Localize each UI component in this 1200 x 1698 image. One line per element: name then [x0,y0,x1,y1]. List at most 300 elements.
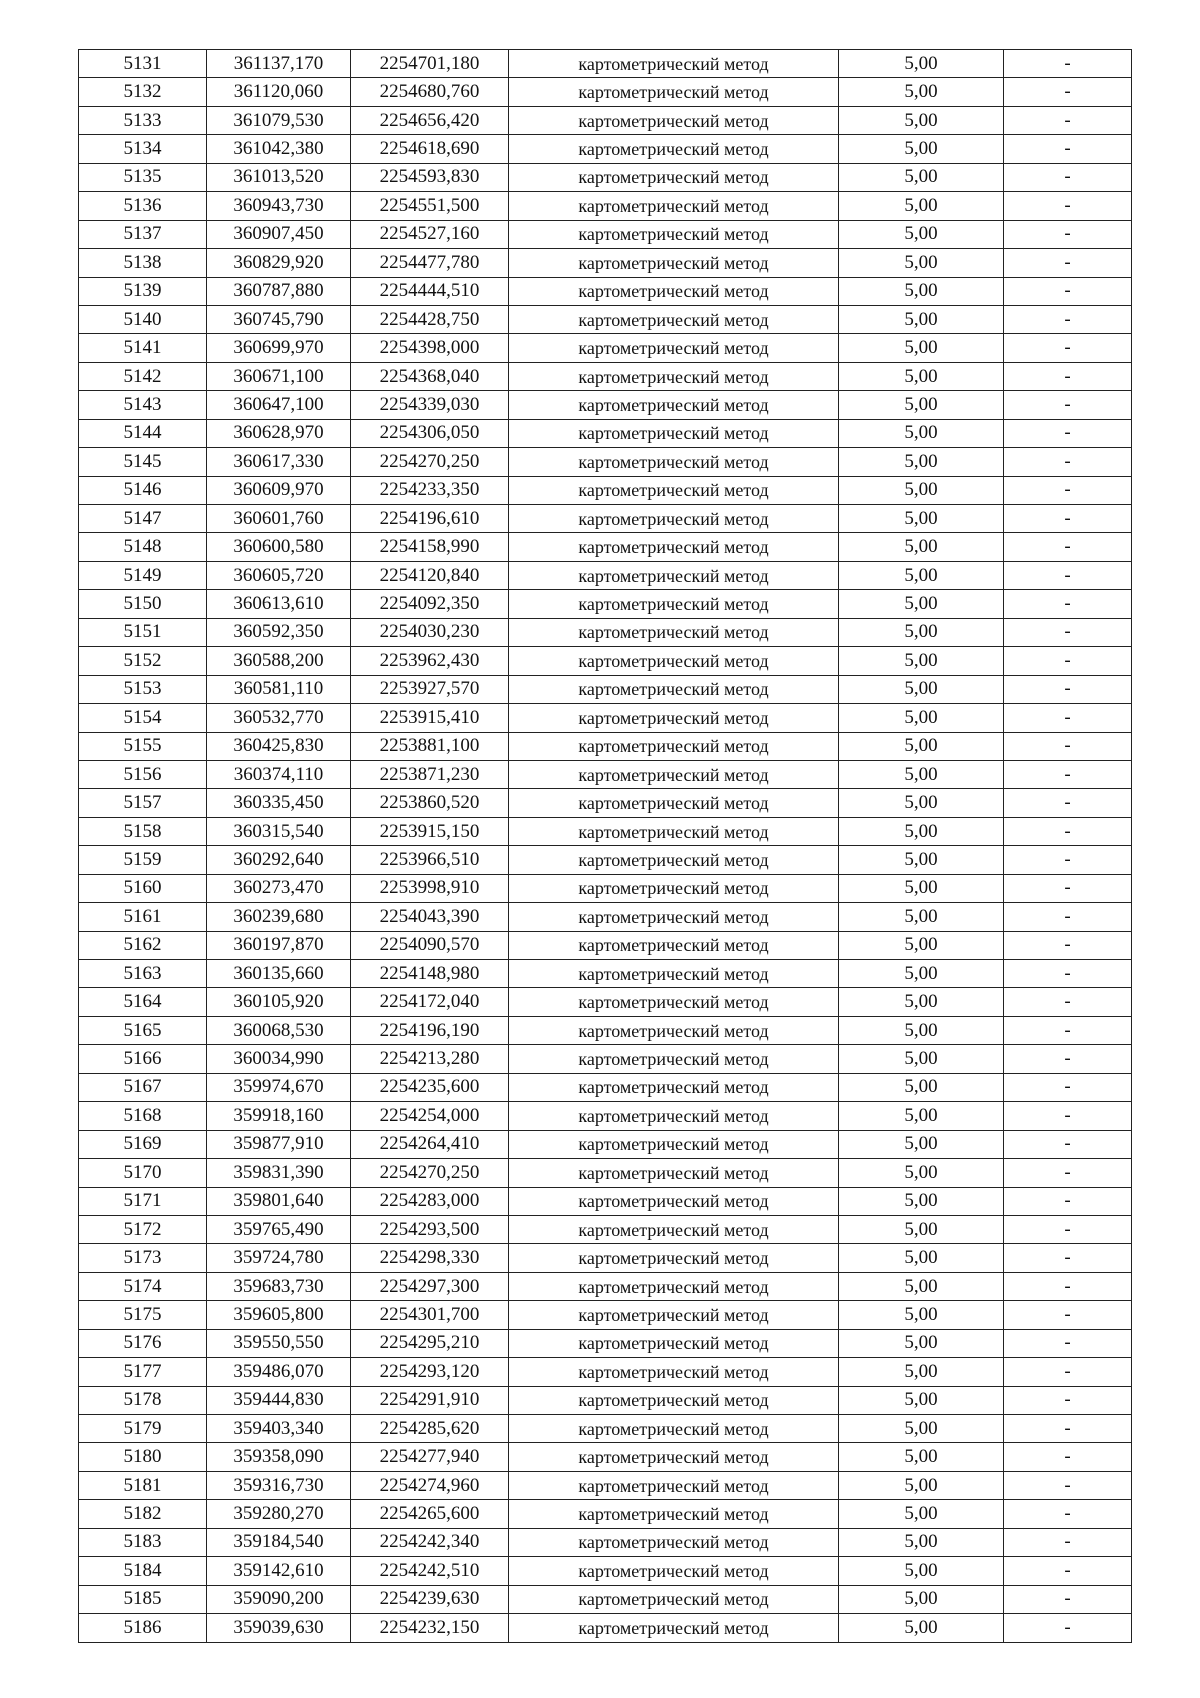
point-number-cell: 5153 [79,675,207,703]
table-row [79,931,1132,959]
y-coordinate-cell: 2253881,100 [351,732,509,760]
point-number-cell: 5147 [79,505,207,533]
note-cell: - [1004,1215,1132,1243]
table-row [79,590,1132,618]
y-coordinate-cell: 2253962,430 [351,647,509,675]
x-coordinate-cell: 359550,550 [207,1329,351,1357]
note-cell: - [1004,334,1132,362]
method-cell: картометрический метод [509,817,839,845]
x-coordinate-cell: 360034,990 [207,1045,351,1073]
accuracy-cell: 5,00 [839,163,1004,191]
point-number-cell: 5186 [79,1614,207,1642]
accuracy-cell: 5,00 [839,1557,1004,1585]
method-cell: картометрический метод [509,704,839,732]
x-coordinate-cell: 360239,680 [207,903,351,931]
point-number-cell: 5143 [79,391,207,419]
accuracy-cell: 5,00 [839,505,1004,533]
accuracy-cell: 5,00 [839,1614,1004,1642]
note-cell: - [1004,960,1132,988]
method-cell: картометрический метод [509,1045,839,1073]
point-number-cell: 5159 [79,846,207,874]
note-cell: - [1004,1301,1132,1329]
accuracy-cell: 5,00 [839,1443,1004,1471]
y-coordinate-cell: 2254283,000 [351,1187,509,1215]
table-row [79,903,1132,931]
accuracy-cell: 5,00 [839,1415,1004,1443]
table-row [79,1187,1132,1215]
y-coordinate-cell: 2253966,510 [351,846,509,874]
x-coordinate-cell: 360292,640 [207,846,351,874]
method-cell: картометрический метод [509,448,839,476]
table-row [79,505,1132,533]
x-coordinate-cell: 361079,530 [207,106,351,134]
note-cell: - [1004,106,1132,134]
x-coordinate-cell: 360273,470 [207,874,351,902]
note-cell: - [1004,305,1132,333]
table-row [79,618,1132,646]
note-cell: - [1004,647,1132,675]
x-coordinate-cell: 360699,970 [207,334,351,362]
point-number-cell: 5181 [79,1471,207,1499]
y-coordinate-cell: 2254196,190 [351,1016,509,1044]
note-cell: - [1004,1415,1132,1443]
method-cell: картометрический метод [509,334,839,362]
y-coordinate-cell: 2254254,000 [351,1102,509,1130]
accuracy-cell: 5,00 [839,618,1004,646]
method-cell: картометрический метод [509,1443,839,1471]
accuracy-cell: 5,00 [839,135,1004,163]
y-coordinate-cell: 2254277,940 [351,1443,509,1471]
x-coordinate-cell: 360745,790 [207,305,351,333]
table-row [79,647,1132,675]
x-coordinate-cell: 361137,170 [207,50,351,78]
point-number-cell: 5180 [79,1443,207,1471]
table-row [79,1130,1132,1158]
point-number-cell: 5162 [79,931,207,959]
point-number-cell: 5182 [79,1500,207,1528]
accuracy-cell: 5,00 [839,391,1004,419]
table-row [79,1585,1132,1613]
y-coordinate-cell: 2254158,990 [351,533,509,561]
method-cell: картометрический метод [509,362,839,390]
note-cell: - [1004,78,1132,106]
table-row [79,1301,1132,1329]
method-cell: картометрический метод [509,163,839,191]
accuracy-cell: 5,00 [839,78,1004,106]
y-coordinate-cell: 2254213,280 [351,1045,509,1073]
note-cell: - [1004,1130,1132,1158]
point-number-cell: 5157 [79,789,207,817]
note-cell: - [1004,220,1132,248]
accuracy-cell: 5,00 [839,1329,1004,1357]
x-coordinate-cell: 360617,330 [207,448,351,476]
method-cell: картометрический метод [509,618,839,646]
method-cell: картометрический метод [509,1073,839,1101]
table-row [79,1386,1132,1414]
table-row [79,163,1132,191]
table-row [79,817,1132,845]
y-coordinate-cell: 2254551,500 [351,192,509,220]
note-cell: - [1004,1528,1132,1556]
method-cell: картометрический метод [509,675,839,703]
method-cell: картометрический метод [509,249,839,277]
accuracy-cell: 5,00 [839,476,1004,504]
point-number-cell: 5131 [79,50,207,78]
x-coordinate-cell: 360592,350 [207,618,351,646]
method-cell: картометрический метод [509,505,839,533]
accuracy-cell: 5,00 [839,732,1004,760]
accuracy-cell: 5,00 [839,590,1004,618]
table-row [79,106,1132,134]
y-coordinate-cell: 2254239,630 [351,1585,509,1613]
point-number-cell: 5134 [79,135,207,163]
point-number-cell: 5166 [79,1045,207,1073]
table-row [79,988,1132,1016]
note-cell: - [1004,1386,1132,1414]
table-row [79,1016,1132,1044]
y-coordinate-cell: 2253860,520 [351,789,509,817]
y-coordinate-cell: 2254030,230 [351,618,509,646]
table-row [79,1614,1132,1642]
y-coordinate-cell: 2254368,040 [351,362,509,390]
note-cell: - [1004,704,1132,732]
table-row [79,391,1132,419]
note-cell: - [1004,505,1132,533]
note-cell: - [1004,391,1132,419]
y-coordinate-cell: 2253915,410 [351,704,509,732]
point-number-cell: 5158 [79,817,207,845]
x-coordinate-cell: 359039,630 [207,1614,351,1642]
point-number-cell: 5156 [79,760,207,788]
accuracy-cell: 5,00 [839,192,1004,220]
method-cell: картометрический метод [509,476,839,504]
accuracy-cell: 5,00 [839,1016,1004,1044]
method-cell: картометрический метод [509,1187,839,1215]
method-cell: картометрический метод [509,960,839,988]
point-number-cell: 5155 [79,732,207,760]
note-cell: - [1004,903,1132,931]
x-coordinate-cell: 360647,100 [207,391,351,419]
x-coordinate-cell: 359486,070 [207,1358,351,1386]
y-coordinate-cell: 2254593,830 [351,163,509,191]
note-cell: - [1004,1358,1132,1386]
table-row [79,50,1132,78]
point-number-cell: 5137 [79,220,207,248]
y-coordinate-cell: 2254090,570 [351,931,509,959]
table-row [79,277,1132,305]
note-cell: - [1004,846,1132,874]
method-cell: картометрический метод [509,1528,839,1556]
y-coordinate-cell: 2253927,570 [351,675,509,703]
x-coordinate-cell: 360105,920 [207,988,351,1016]
x-coordinate-cell: 361042,380 [207,135,351,163]
table-row [79,704,1132,732]
note-cell: - [1004,192,1132,220]
table-row [79,1215,1132,1243]
method-cell: картометрический метод [509,1415,839,1443]
table-row [79,1500,1132,1528]
accuracy-cell: 5,00 [839,1159,1004,1187]
x-coordinate-cell: 360829,920 [207,249,351,277]
x-coordinate-cell: 359724,780 [207,1244,351,1272]
note-cell: - [1004,1471,1132,1499]
x-coordinate-cell: 360588,200 [207,647,351,675]
x-coordinate-cell: 360600,580 [207,533,351,561]
y-coordinate-cell: 2254527,160 [351,220,509,248]
y-coordinate-cell: 2254701,180 [351,50,509,78]
point-number-cell: 5161 [79,903,207,931]
x-coordinate-cell: 359605,800 [207,1301,351,1329]
point-number-cell: 5169 [79,1130,207,1158]
accuracy-cell: 5,00 [839,419,1004,447]
table-row [79,1073,1132,1101]
point-number-cell: 5146 [79,476,207,504]
accuracy-cell: 5,00 [839,1358,1004,1386]
x-coordinate-cell: 360374,110 [207,760,351,788]
point-number-cell: 5151 [79,618,207,646]
accuracy-cell: 5,00 [839,1272,1004,1300]
method-cell: картометрический метод [509,1471,839,1499]
note-cell: - [1004,931,1132,959]
y-coordinate-cell: 2254264,410 [351,1130,509,1158]
note-cell: - [1004,1045,1132,1073]
y-coordinate-cell: 2254196,610 [351,505,509,533]
y-coordinate-cell: 2253915,150 [351,817,509,845]
method-cell: картометрический метод [509,561,839,589]
x-coordinate-cell: 359831,390 [207,1159,351,1187]
table-row [79,448,1132,476]
method-cell: картометрический метод [509,1500,839,1528]
table-row [79,1443,1132,1471]
accuracy-cell: 5,00 [839,1187,1004,1215]
point-number-cell: 5152 [79,647,207,675]
table-row [79,846,1132,874]
note-cell: - [1004,1187,1132,1215]
method-cell: картометрический метод [509,1301,839,1329]
method-cell: картометрический метод [509,135,839,163]
y-coordinate-cell: 2254291,910 [351,1386,509,1414]
method-cell: картометрический метод [509,903,839,931]
method-cell: картометрический метод [509,1386,839,1414]
x-coordinate-cell: 360605,720 [207,561,351,589]
coordinates-table-body [79,50,1132,1643]
note-cell: - [1004,590,1132,618]
y-coordinate-cell: 2254618,690 [351,135,509,163]
y-coordinate-cell: 2254274,960 [351,1471,509,1499]
note-cell: - [1004,50,1132,78]
point-number-cell: 5179 [79,1415,207,1443]
point-number-cell: 5175 [79,1301,207,1329]
y-coordinate-cell: 2254120,840 [351,561,509,589]
y-coordinate-cell: 2254232,150 [351,1614,509,1642]
x-coordinate-cell: 359090,200 [207,1585,351,1613]
table-row [79,675,1132,703]
note-cell: - [1004,1159,1132,1187]
table-row [79,1329,1132,1357]
y-coordinate-cell: 2254444,510 [351,277,509,305]
accuracy-cell: 5,00 [839,305,1004,333]
accuracy-cell: 5,00 [839,533,1004,561]
method-cell: картометрический метод [509,305,839,333]
note-cell: - [1004,277,1132,305]
x-coordinate-cell: 360425,830 [207,732,351,760]
note-cell: - [1004,1329,1132,1357]
method-cell: картометрический метод [509,1614,839,1642]
y-coordinate-cell: 2254339,030 [351,391,509,419]
point-number-cell: 5144 [79,419,207,447]
note-cell: - [1004,135,1132,163]
point-number-cell: 5145 [79,448,207,476]
method-cell: картометрический метод [509,732,839,760]
method-cell: картометрический метод [509,1102,839,1130]
x-coordinate-cell: 360335,450 [207,789,351,817]
x-coordinate-cell: 360671,100 [207,362,351,390]
point-number-cell: 5141 [79,334,207,362]
x-coordinate-cell: 360068,530 [207,1016,351,1044]
accuracy-cell: 5,00 [839,1500,1004,1528]
table-row [79,78,1132,106]
point-number-cell: 5136 [79,192,207,220]
method-cell: картометрический метод [509,106,839,134]
note-cell: - [1004,362,1132,390]
x-coordinate-cell: 359765,490 [207,1215,351,1243]
y-coordinate-cell: 2254298,330 [351,1244,509,1272]
x-coordinate-cell: 359280,270 [207,1500,351,1528]
point-number-cell: 5178 [79,1386,207,1414]
accuracy-cell: 5,00 [839,846,1004,874]
y-coordinate-cell: 2254477,780 [351,249,509,277]
x-coordinate-cell: 359877,910 [207,1130,351,1158]
note-cell: - [1004,988,1132,1016]
table-row [79,192,1132,220]
accuracy-cell: 5,00 [839,1244,1004,1272]
note-cell: - [1004,789,1132,817]
y-coordinate-cell: 2254428,750 [351,305,509,333]
point-number-cell: 5150 [79,590,207,618]
x-coordinate-cell: 360532,770 [207,704,351,732]
accuracy-cell: 5,00 [839,1215,1004,1243]
table-row [79,561,1132,589]
note-cell: - [1004,1500,1132,1528]
note-cell: - [1004,760,1132,788]
x-coordinate-cell: 360609,970 [207,476,351,504]
accuracy-cell: 5,00 [839,277,1004,305]
note-cell: - [1004,1443,1132,1471]
accuracy-cell: 5,00 [839,988,1004,1016]
table-row [79,249,1132,277]
note-cell: - [1004,448,1132,476]
accuracy-cell: 5,00 [839,1386,1004,1414]
method-cell: картометрический метод [509,846,839,874]
point-number-cell: 5138 [79,249,207,277]
accuracy-cell: 5,00 [839,1471,1004,1499]
y-coordinate-cell: 2254297,300 [351,1272,509,1300]
method-cell: картометрический метод [509,1215,839,1243]
y-coordinate-cell: 2254656,420 [351,106,509,134]
y-coordinate-cell: 2254242,510 [351,1557,509,1585]
y-coordinate-cell: 2254295,210 [351,1329,509,1357]
x-coordinate-cell: 360581,110 [207,675,351,703]
accuracy-cell: 5,00 [839,874,1004,902]
note-cell: - [1004,476,1132,504]
x-coordinate-cell: 361120,060 [207,78,351,106]
y-coordinate-cell: 2254265,600 [351,1500,509,1528]
y-coordinate-cell: 2254293,120 [351,1358,509,1386]
y-coordinate-cell: 2254306,050 [351,419,509,447]
y-coordinate-cell: 2253871,230 [351,760,509,788]
table-row [79,135,1132,163]
point-number-cell: 5148 [79,533,207,561]
accuracy-cell: 5,00 [839,903,1004,931]
table-row [79,760,1132,788]
note-cell: - [1004,533,1132,561]
point-number-cell: 5170 [79,1159,207,1187]
table-row [79,1557,1132,1585]
point-number-cell: 5168 [79,1102,207,1130]
table-row [79,1272,1132,1300]
x-coordinate-cell: 359142,610 [207,1557,351,1585]
table-row [79,874,1132,902]
table-row [79,476,1132,504]
method-cell: картометрический метод [509,1244,839,1272]
accuracy-cell: 5,00 [839,1585,1004,1613]
method-cell: картометрический метод [509,391,839,419]
table-row [79,334,1132,362]
method-cell: картометрический метод [509,590,839,618]
x-coordinate-cell: 360787,880 [207,277,351,305]
point-number-cell: 5160 [79,874,207,902]
y-coordinate-cell: 2254680,760 [351,78,509,106]
note-cell: - [1004,1557,1132,1585]
accuracy-cell: 5,00 [839,960,1004,988]
method-cell: картометрический метод [509,78,839,106]
accuracy-cell: 5,00 [839,362,1004,390]
table-row [79,1045,1132,1073]
point-number-cell: 5171 [79,1187,207,1215]
x-coordinate-cell: 359683,730 [207,1272,351,1300]
method-cell: картометрический метод [509,760,839,788]
method-cell: картометрический метод [509,789,839,817]
note-cell: - [1004,618,1132,646]
point-number-cell: 5149 [79,561,207,589]
accuracy-cell: 5,00 [839,1528,1004,1556]
y-coordinate-cell: 2253998,910 [351,874,509,902]
accuracy-cell: 5,00 [839,448,1004,476]
point-number-cell: 5185 [79,1585,207,1613]
y-coordinate-cell: 2254398,000 [351,334,509,362]
y-coordinate-cell: 2254172,040 [351,988,509,1016]
x-coordinate-cell: 359918,160 [207,1102,351,1130]
table-row [79,220,1132,248]
y-coordinate-cell: 2254242,340 [351,1528,509,1556]
table-row [79,1244,1132,1272]
y-coordinate-cell: 2254148,980 [351,960,509,988]
note-cell: - [1004,1585,1132,1613]
table-row [79,732,1132,760]
method-cell: картометрический метод [509,874,839,902]
y-coordinate-cell: 2254301,700 [351,1301,509,1329]
table-row [79,305,1132,333]
x-coordinate-cell: 359403,340 [207,1415,351,1443]
accuracy-cell: 5,00 [839,931,1004,959]
accuracy-cell: 5,00 [839,817,1004,845]
table-row [79,419,1132,447]
accuracy-cell: 5,00 [839,704,1004,732]
y-coordinate-cell: 2254270,250 [351,448,509,476]
table-row [79,362,1132,390]
point-number-cell: 5142 [79,362,207,390]
point-number-cell: 5176 [79,1329,207,1357]
